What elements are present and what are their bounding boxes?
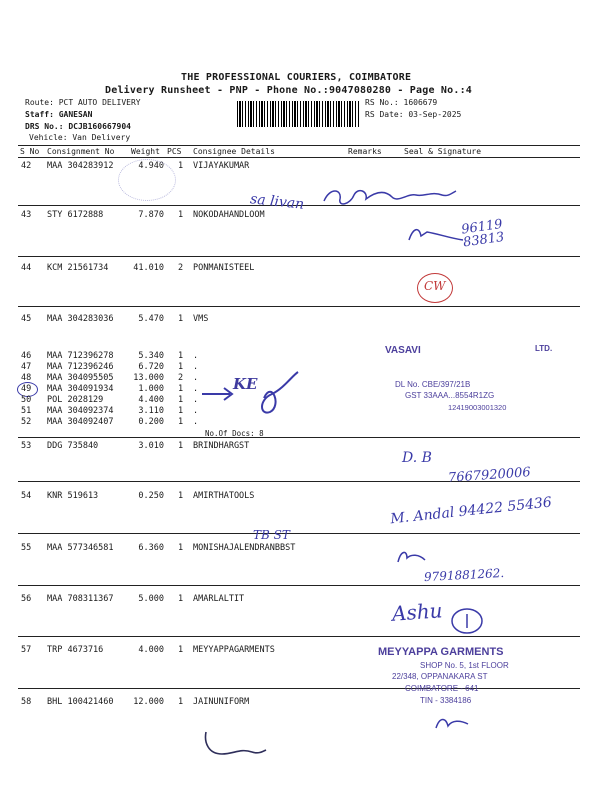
col-weight: Weight xyxy=(131,147,160,156)
table-row xyxy=(0,362,600,373)
row-divider xyxy=(18,256,580,257)
row-divider xyxy=(18,306,580,307)
col-remarks: Remarks xyxy=(348,147,382,156)
row-sno: 43 xyxy=(21,210,32,220)
table-row xyxy=(0,406,600,417)
row-consignee: BRINDHARGST xyxy=(193,441,250,451)
table-row xyxy=(0,314,600,325)
row-consignment: MAA 304283912 xyxy=(47,161,114,171)
signature-scribble xyxy=(432,712,472,736)
row-weight: 6.360 xyxy=(138,543,164,553)
handwritten-phone: 9791881262. xyxy=(423,565,505,585)
handwritten-note: sa livan xyxy=(249,191,305,213)
row-weight: 6.720 xyxy=(138,362,164,372)
handwritten-name-phone: M. Andal 94422 55436 xyxy=(389,494,553,528)
row-consignee: . xyxy=(193,362,199,372)
route-label: Route: PCT AUTO DELIVERY xyxy=(25,98,141,107)
row-divider xyxy=(18,533,580,534)
col-consignee: Consignee Details xyxy=(193,147,275,156)
vasavi-stamp-ltd: LTD. xyxy=(535,344,553,353)
meyyappa-stamp-name: MEYYAPPA GARMENTS xyxy=(378,646,504,658)
row-divider xyxy=(18,688,580,689)
staff-label: Staff: GANESAN xyxy=(25,110,93,119)
row-consignment: MAA 708311367 xyxy=(47,594,114,604)
row-consignment: MAA 304283036 xyxy=(47,314,114,324)
row-weight: 4.940 xyxy=(138,161,164,171)
handwritten-note: TB ST xyxy=(253,528,290,542)
header-rule-bottom xyxy=(18,157,580,158)
docs-count-note: No.Of Docs: 8 xyxy=(205,429,264,438)
table-row xyxy=(0,645,600,656)
handwritten-phone: 96119 83813 xyxy=(460,216,506,251)
meyyappa-stamp-line: COIMBATORE - 641 xyxy=(405,684,479,693)
row-sno: 55 xyxy=(21,543,32,553)
row-divider xyxy=(18,437,580,438)
row-consignment: MAA 304092407 xyxy=(47,417,114,427)
row-consignment: MAA 712396246 xyxy=(47,362,114,372)
row-weight: 5.000 xyxy=(138,594,164,604)
row-weight: 0.250 xyxy=(138,491,164,501)
row-pcs: 1 xyxy=(178,417,184,427)
row-sno: 51 xyxy=(21,406,32,416)
faint-round-stamp xyxy=(118,159,176,201)
row-consignment: MAA 304095505 xyxy=(47,373,114,383)
circled-one-mark xyxy=(450,606,484,636)
row-consignee: AMIRTHATOOLS xyxy=(193,491,255,501)
row-pcs: 1 xyxy=(178,314,184,324)
row-consignment: POL 2028129 xyxy=(47,395,104,405)
table-row xyxy=(0,351,600,362)
row-sno: 48 xyxy=(21,373,32,383)
row-weight: 5.470 xyxy=(138,314,164,324)
row-pcs: 1 xyxy=(178,441,184,451)
bottom-signature xyxy=(200,728,270,764)
row-consignment: MAA 712396278 xyxy=(47,351,114,361)
handwritten-phone: 7667920006 xyxy=(447,465,532,486)
table-row xyxy=(0,373,600,384)
row-pcs: 1 xyxy=(178,362,184,372)
row-pcs: 1 xyxy=(178,594,184,604)
col-seal-signature: Seal & Signature xyxy=(404,147,482,156)
barcode xyxy=(237,101,359,127)
row-sno: 57 xyxy=(21,645,32,655)
row-consignment: TRP 4673716 xyxy=(47,645,104,655)
table-row xyxy=(0,161,600,172)
row-divider xyxy=(18,585,580,586)
rs-number: RS No.: 1606679 xyxy=(365,98,438,107)
row-sno: 44 xyxy=(21,263,32,273)
row-consignment: MAA 304091934 xyxy=(47,384,114,394)
large-scribble xyxy=(200,370,300,418)
meyyappa-stamp-line: SHOP No. 5, 1st FLOOR xyxy=(420,661,509,670)
table-row xyxy=(0,441,600,452)
row-consignee: MEYYAPPAGARMENTS xyxy=(193,645,275,655)
handwritten-name: D. B xyxy=(402,450,432,466)
tamil-signature xyxy=(320,183,460,213)
vasavi-stamp-gst: GST 33AAA...8554R1ZG xyxy=(405,391,495,400)
row-pcs: 1 xyxy=(178,351,184,361)
meyyappa-stamp-line: 22/348, OPPANAKARA ST xyxy=(392,672,488,681)
vasavi-stamp-fssai: 12419003001320 xyxy=(448,403,507,412)
row-divider xyxy=(18,636,580,637)
rs-date: RS Date: 03-Sep-2025 xyxy=(365,110,462,119)
row-weight: 3.010 xyxy=(138,441,164,451)
row-consignee: PONMANISTEEL xyxy=(193,263,255,273)
row-consignee: . xyxy=(193,373,199,383)
row-consignee: . xyxy=(193,406,199,416)
row-sno: 49 xyxy=(21,384,32,394)
table-row xyxy=(0,417,600,428)
vasavi-stamp-dl: DL No. CBE/397/21B xyxy=(395,380,471,389)
row-pcs: 2 xyxy=(178,263,184,273)
row-weight: 4.400 xyxy=(138,395,164,405)
row-pcs: 1 xyxy=(178,161,184,171)
header-rule-top xyxy=(18,145,580,146)
row-consignee: NOKODAHANDLOOM xyxy=(193,210,265,220)
row-consignee: VMS xyxy=(193,314,209,324)
row-weight: 3.110 xyxy=(138,406,164,416)
row-pcs: 1 xyxy=(178,210,184,220)
table-row xyxy=(0,543,600,554)
row-consignment: MAA 577346581 xyxy=(47,543,114,553)
row-weight: 0.200 xyxy=(138,417,164,427)
row-sno: 52 xyxy=(21,417,32,427)
row-pcs: 1 xyxy=(178,395,184,405)
company-title: THE PROFESSIONAL COURIERS, COIMBATORE xyxy=(181,72,412,83)
arrow-initials: KE xyxy=(233,375,258,393)
row-sno: 58 xyxy=(21,697,32,707)
col-consignment: Consignment No xyxy=(47,147,115,156)
row-pcs: 1 xyxy=(178,645,184,655)
row-consignment: KNR 519613 xyxy=(47,491,99,501)
row-weight: 12.000 xyxy=(133,697,164,707)
row-weight: 13.000 xyxy=(133,373,164,383)
row-pcs: 1 xyxy=(178,406,184,416)
row-sno: 50 xyxy=(21,395,32,405)
table-row xyxy=(0,697,600,708)
handwritten-signature: Ashu xyxy=(391,598,444,626)
row-consignment: STY 6172888 xyxy=(47,210,104,220)
red-initials: CW xyxy=(424,279,446,293)
row-consignment: KCM 21561734 xyxy=(47,263,109,273)
row-sno: 42 xyxy=(21,161,32,171)
row-consignee: . xyxy=(193,395,199,405)
row-weight: 7.870 xyxy=(138,210,164,220)
row-weight: 4.000 xyxy=(138,645,164,655)
signature-scribble xyxy=(405,222,465,246)
signature-scribble xyxy=(395,548,431,568)
row-consignment: DDG 735840 xyxy=(47,441,99,451)
runsheet-title: Delivery Runsheet - PNP - Phone No.:9047080280 - Page No.:4 xyxy=(105,85,473,96)
row-consignment: BHL 100421460 xyxy=(47,697,114,707)
row-consignee: AMARLALTIT xyxy=(193,594,245,604)
row-sno: 53 xyxy=(21,441,32,451)
row-sno: 46 xyxy=(21,351,32,361)
table-row xyxy=(0,384,600,395)
row-pcs: 1 xyxy=(178,697,184,707)
meyyappa-stamp-line: TIN - 3384186 xyxy=(420,696,472,705)
row-sno: 45 xyxy=(21,314,32,324)
row-consignee: MONISHAJALENDRANBBST xyxy=(193,543,296,553)
row-sno: 56 xyxy=(21,594,32,604)
row-consignee: . xyxy=(193,351,199,361)
row-pcs: 1 xyxy=(178,543,184,553)
col-pcs: PCS xyxy=(167,147,182,156)
row-weight: 41.010 xyxy=(133,263,164,273)
row-pcs: 2 xyxy=(178,373,184,383)
row-consignment: MAA 304092374 xyxy=(47,406,114,416)
row-weight: 5.340 xyxy=(138,351,164,361)
row-pcs: 1 xyxy=(178,491,184,501)
row-consignee: . xyxy=(193,384,199,394)
col-sno: S No xyxy=(20,147,40,156)
table-row xyxy=(0,263,600,274)
table-row xyxy=(0,594,600,605)
table-row xyxy=(0,395,600,406)
row-sno: 47 xyxy=(21,362,32,372)
row-consignee: JAINUNIFORM xyxy=(193,697,250,707)
row-sno: 54 xyxy=(21,491,32,501)
row-weight: 1.000 xyxy=(138,384,164,394)
drs-number: DRS No.: DCJB160667904 xyxy=(25,122,131,131)
vehicle-label: Vehicle: Van Delivery xyxy=(29,133,131,142)
row-consignee: VIJAYAKUMAR xyxy=(193,161,250,171)
vasavi-stamp-name: VASAVI xyxy=(385,345,421,356)
row-consignee: . xyxy=(193,417,199,427)
row-pcs: 1 xyxy=(178,384,184,394)
